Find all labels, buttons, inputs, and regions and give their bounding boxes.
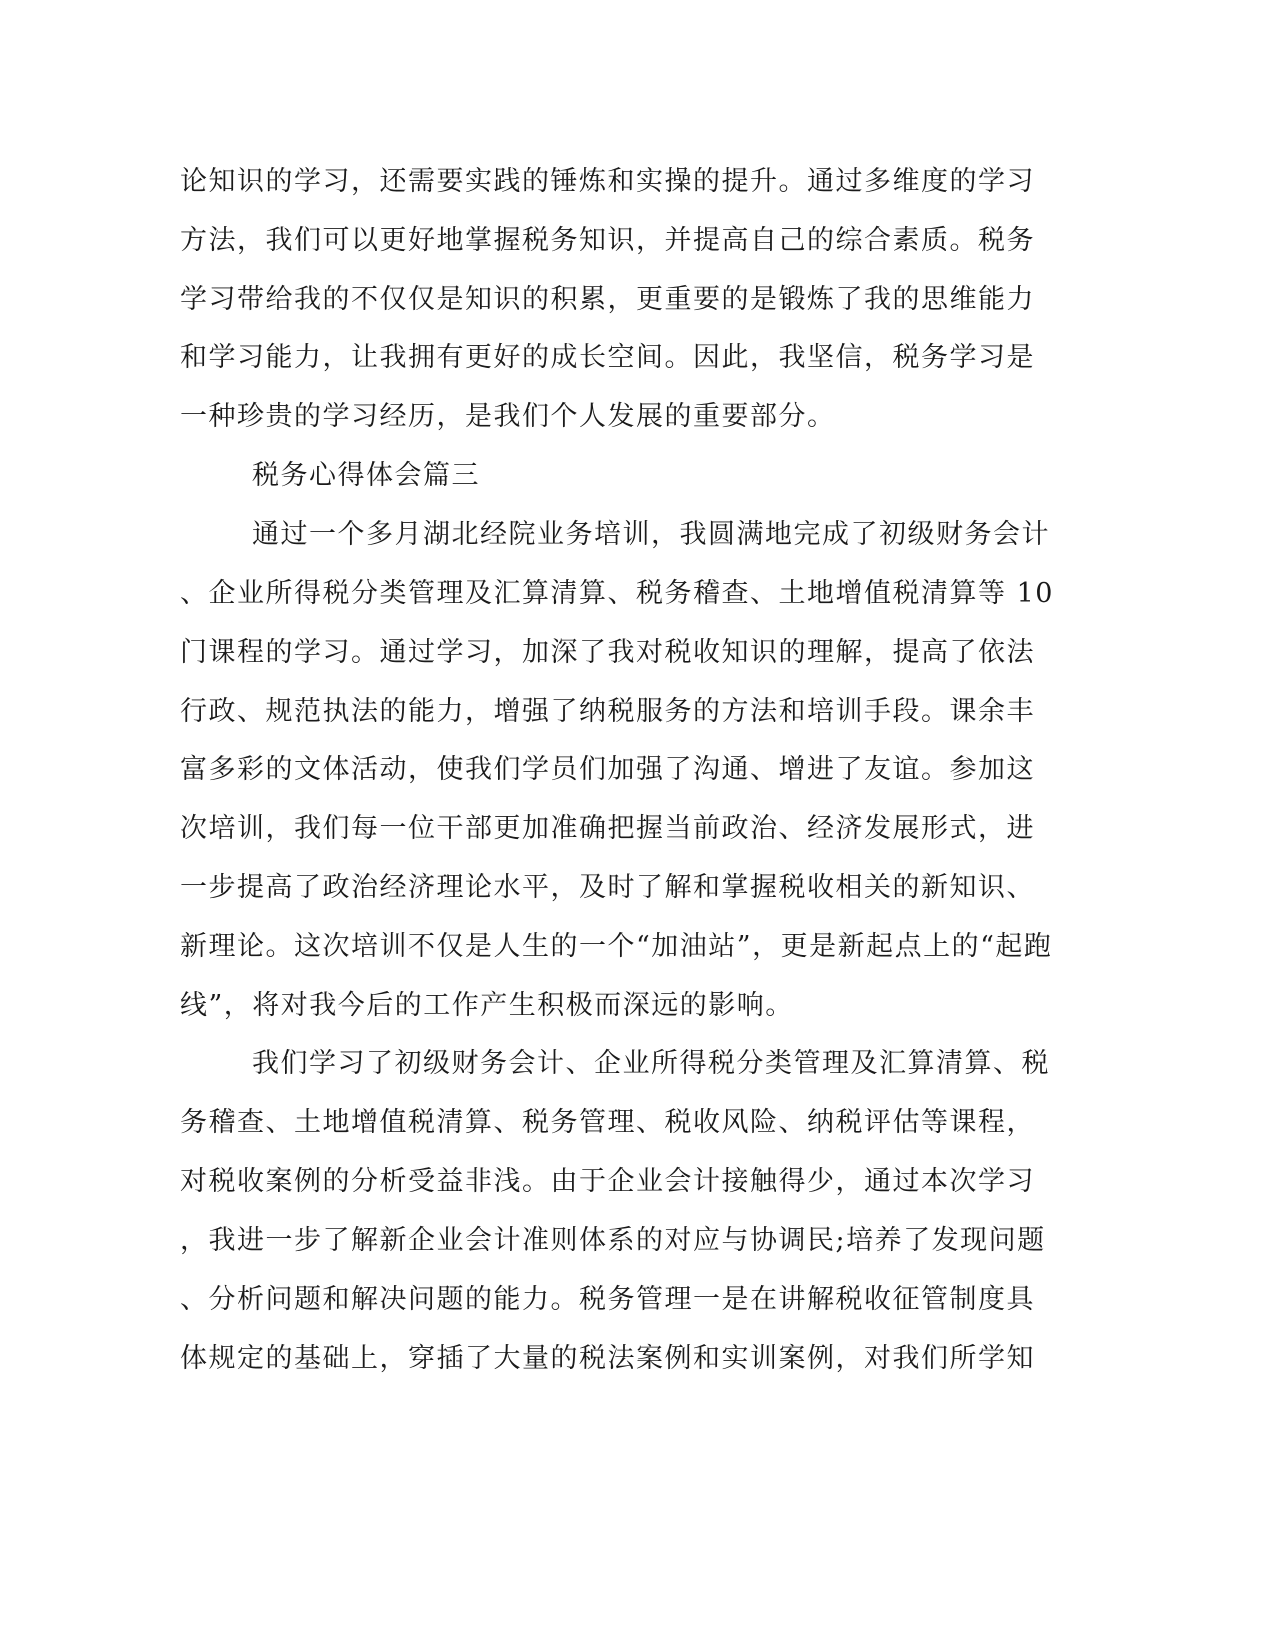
text-line: 线”，将对我今后的工作产生积极而深远的影响。 [180, 990, 794, 1021]
text-line: 论知识的学习，还需要实践的锤炼和实操的提升。通过多维度的学习 [180, 166, 1035, 197]
text-line: 门课程的学习。通过学习，加深了我对税收知识的理解，提高了依法 [180, 637, 1035, 668]
text-line: 我们学习了初级财务会计、企业所得税分类管理及汇算清算、税 [252, 1048, 1050, 1079]
text-line: 、企业所得税分类管理及汇算清算、税务稽查、土地增值税清算等 10 [180, 578, 1054, 609]
text-line: 、分析问题和解决问题的能力。税务管理一是在讲解税收征管制度具 [180, 1284, 1035, 1315]
text-line: 富多彩的文体活动，使我们学员们加强了沟通、增进了友谊。参加这 [180, 754, 1035, 785]
text-line: 务稽查、土地增值税清算、税务管理、税收风险、纳税评估等课程， [180, 1107, 1035, 1138]
text-line: 对税收案例的分析受益非浅。由于企业会计接触得少，通过本次学习 [180, 1166, 1035, 1197]
section-heading: 税务心得体会篇三 [252, 460, 480, 491]
text-line: 新理论。这次培训不仅是人生的一个“加油站”，更是新起点上的“起跑 [180, 931, 1053, 962]
text-line: 一步提高了政治经济理论水平，及时了解和掌握税收相关的新知识、 [180, 872, 1035, 903]
text-line: 体规定的基础上，穿插了大量的税法案例和实训案例，对我们所学知 [180, 1343, 1035, 1374]
text-line: ，我进一步了解新企业会计准则体系的对应与协调民;培养了发现问题 [180, 1225, 1046, 1256]
text-line: 和学习能力，让我拥有更好的成长空间。因此，我坚信，税务学习是 [180, 342, 1035, 373]
text-line: 学习带给我的不仅仅是知识的积累，更重要的是锻炼了我的思维能力 [180, 284, 1035, 315]
text-line: 行政、规范执法的能力，增强了纳税服务的方法和培训手段。课余丰 [180, 696, 1035, 727]
text-line: 一种珍贵的学习经历，是我们个人发展的重要部分。 [180, 401, 836, 432]
text-line: 次培训，我们每一位干部更加准确把握当前政治、经济发展形式，进 [180, 813, 1035, 844]
text-line: 通过一个多月湖北经院业务培训，我圆满地完成了初级财务会计 [252, 519, 1050, 550]
text-line: 方法，我们可以更好地掌握税务知识，并提高自己的综合素质。税务 [180, 225, 1035, 256]
